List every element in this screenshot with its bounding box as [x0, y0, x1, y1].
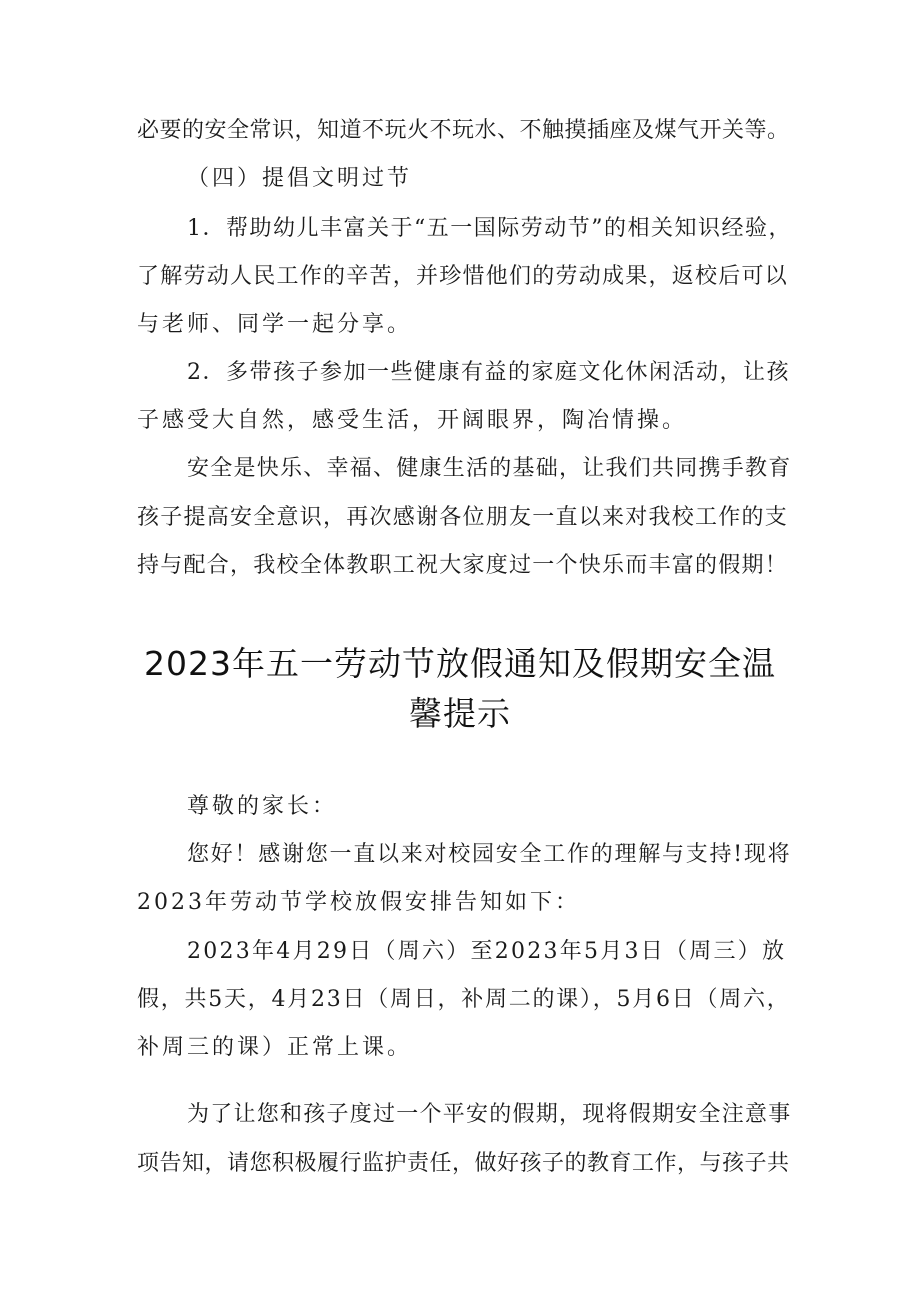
paragraph-line: 假，共5天，4月23日（周日，补周二的课），5月6日（周六，: [137, 987, 791, 1012]
salutation: 尊敬的家长：: [187, 794, 338, 819]
paragraph-line: 孩子提高安全意识，再次感谢各位朋友一直以来对我校工作的支: [137, 505, 789, 530]
paragraph-line: 必要的安全常识，知道不玩火不玩水、不触摸插座及煤气开关等。: [137, 118, 790, 143]
notice-title-line2: 馨提示: [409, 694, 511, 733]
section-heading: （四）提倡文明过节: [187, 166, 413, 191]
paragraph-line: 补周三的课）正常上课。: [137, 1035, 413, 1060]
paragraph-line: 1．帮助幼儿丰富关于“五一国际劳动节”的相关知识经验，: [187, 216, 792, 241]
paragraph-line: 2023年4月29日（周六）至2023年5月3日（周三）放: [187, 939, 787, 964]
paragraph-line: 您好！感谢您一直以来对校园安全工作的理解与支持!现将: [187, 842, 792, 867]
paragraph-line: 2023年劳动节学校放假安排告知如下：: [137, 890, 580, 915]
paragraph-line: 为了让您和孩子度过一个平安的假期，现将假期安全注意事: [187, 1102, 792, 1127]
paragraph-line: 项告知，请您积极履行监护责任，做好孩子的教育工作，与孩子共: [137, 1151, 790, 1176]
notice-title-line1: 2023年五一劳动节放假通知及假期安全温: [144, 644, 776, 683]
paragraph-line: 了解劳动人民工作的辛苦，并珍惜他们的劳动成果，返校后可以: [137, 264, 789, 289]
paragraph-line: 子感受大自然，感受生活，开阔眼界，陶冶情操。: [137, 408, 688, 433]
paragraph-line: 2．多带孩子参加一些健康有益的家庭文化休闲活动，让孩: [187, 360, 790, 385]
paragraph-line: 与老师、同学一起分享。: [137, 312, 413, 337]
paragraph-line: 持与配合，我校全体教职工祝大家度过一个快乐而丰富的假期！: [137, 553, 789, 578]
paragraph-line: 安全是快乐、幸福、健康生活的基础，让我们共同携手教育: [187, 456, 792, 481]
